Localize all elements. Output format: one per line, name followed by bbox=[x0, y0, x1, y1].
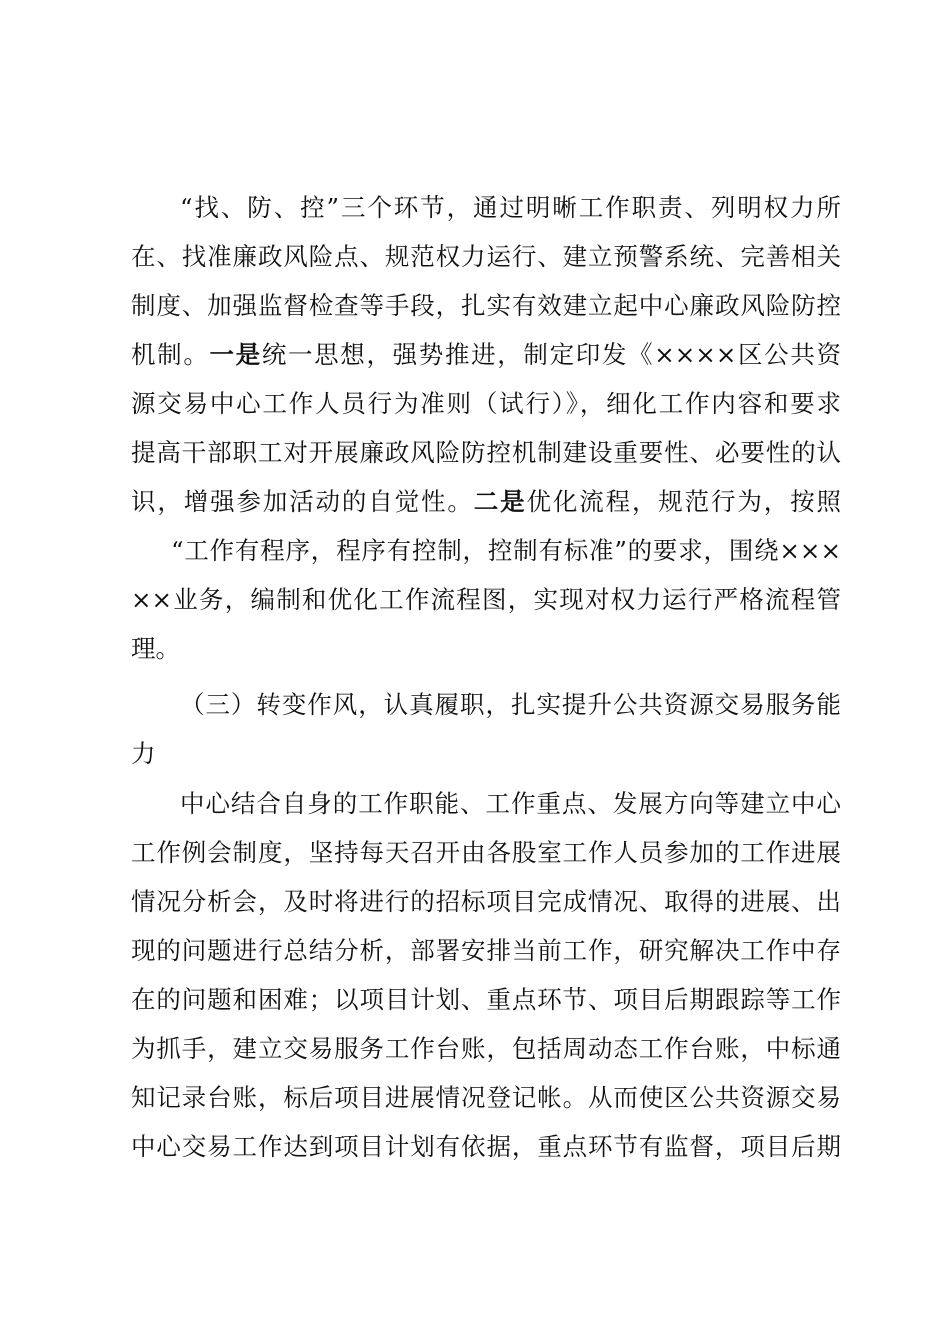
paragraph-line: 在的问题和困难；以项目计划、重点环节、项目后期跟踪等工作 bbox=[131, 985, 841, 1014]
paragraph-line: 现的问题进行总结分析，部署安排当前工作，研究解决工作中存 bbox=[131, 936, 841, 965]
paragraph-line: “找、防、控”三个环节，通过明晰工作职责、列明权力所 bbox=[180, 193, 841, 222]
paragraph-line: 提高干部职工对开展廉政风险防控机制建设重要性、必要性的认 bbox=[131, 438, 841, 467]
paragraph-line: 机制。一是统一思想，强势推进，制定印发《××××区公共资 bbox=[131, 340, 841, 369]
paragraph-line: 中心交易工作达到项目计划有依据，重点环节有监督，项目后期 bbox=[131, 1132, 841, 1161]
paragraph-line: 中心结合自身的工作职能、工作重点、发展方向等建立中心 bbox=[180, 789, 841, 818]
paragraph-line: “工作有程序，程序有控制，控制有标准”的要求，围绕××× bbox=[171, 536, 841, 565]
paragraph-line: 情况分析会，及时将进行的招标项目完成情况、取得的进展、出 bbox=[131, 887, 841, 916]
paragraph-line: 制度、加强监督检查等手段，扎实有效建立起中心廉政风险防控 bbox=[131, 291, 841, 320]
paragraph-line: 识，增强参加活动的自觉性。二是优化流程，规范行为，按照 bbox=[131, 487, 842, 516]
paragraph-line: 为抓手，建立交易服务工作台账，包括周动态工作台账，中标通 bbox=[131, 1034, 841, 1063]
emphasis-text: 一是 bbox=[209, 340, 262, 369]
paragraph-line: 在、找准廉政风险点、规范权力运行、建立预警系统、完善相关 bbox=[131, 242, 841, 271]
section-heading-line: 力 bbox=[131, 739, 156, 768]
paragraph-line: 源交易中心工作人员行为准则（试行）》，细化工作内容和要求 bbox=[131, 389, 841, 418]
paragraph-line: 工作例会制度，坚持每天召开由各股室工作人员参加的工作进展 bbox=[131, 838, 841, 867]
paragraph-line: ××业务，编制和优化工作流程图，实现对权力运行严格流程管 bbox=[131, 585, 841, 614]
emphasis-text: 二是 bbox=[473, 487, 527, 516]
paragraph-line: 理。 bbox=[131, 634, 180, 663]
section-heading-line: （三）转变作风，认真履职，扎实提升公共资源交易服务能 bbox=[180, 690, 841, 719]
paragraph-line: 知记录台账，标后项目进展情况登记帐。从而使区公共资源交易 bbox=[131, 1083, 841, 1112]
